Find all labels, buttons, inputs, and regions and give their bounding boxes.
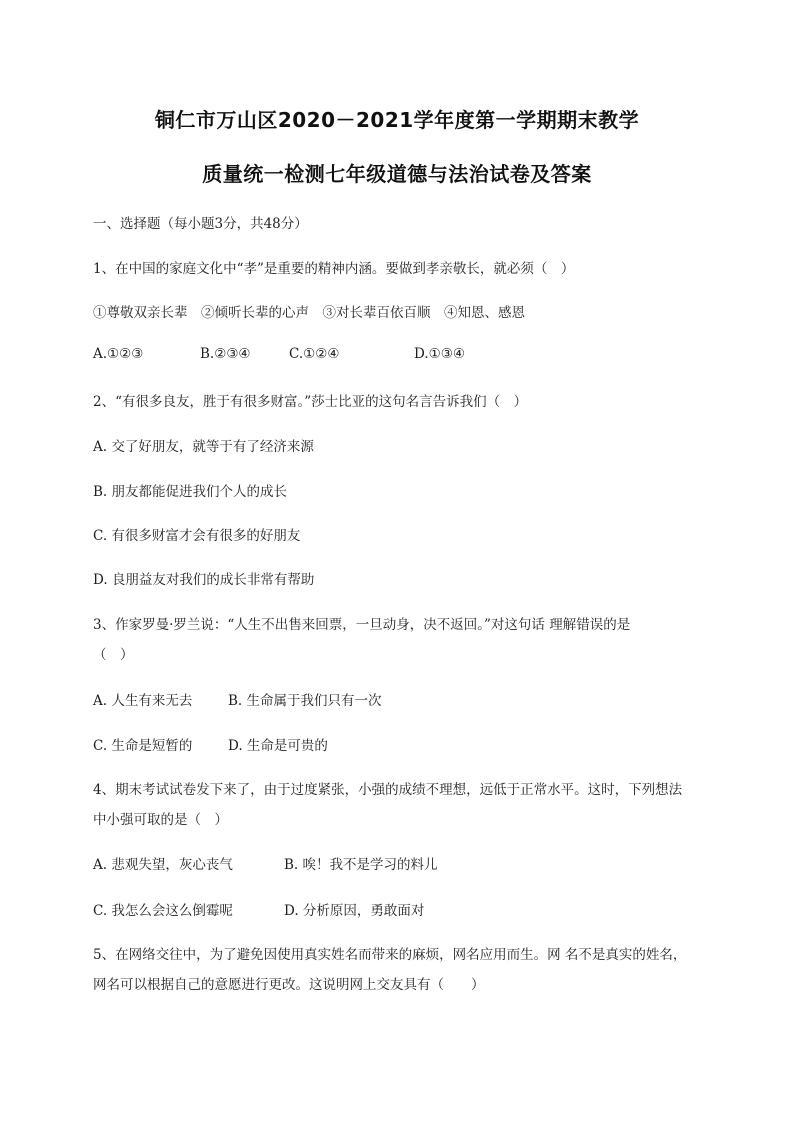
question-2-option-b: B. 朋友都能促进我们个人的成长 [93,484,288,500]
question-3-stem-line-1: 3、作家罗曼·罗兰说：“人生不出售来回票，一旦动身，决不返回。”对这句话 理解错误的是 [93,617,631,633]
question-4-option-b: B. 唉！我不是学习的料儿 [284,857,438,873]
question-5-stem-line-2: 网名可以根据自己的意愿进行更改。这说明网上交友具有（ ） [93,977,485,993]
question-3-option-b: B. 生命属于我们只有一次 [228,693,382,709]
question-2-option-d: D. 良朋益友对我们的成长非常有帮助 [93,572,315,588]
question-3-option-a: A. 人生有来无去 [93,693,193,709]
question-2-stem: 2、“有很多良友，胜于有很多财富。”莎士比亚的这句名言告诉我们（ ） [93,394,528,410]
question-1-items: ①尊敬双亲长辈 ②倾听长辈的心声 ③对长辈百依百顺 ④知恩、感恩 [93,305,525,321]
question-1-options [0,346,794,366]
question-4-stem-line-1: 4、期末考试试卷发下来了，由于过度紧张，小强的成绩不理想，远低于正常水平。这时，下列想法 [93,782,683,798]
question-3-options-row-1 [0,689,794,709]
question-1-option-d: D.①③④ [414,346,465,362]
question-4-options-row-2 [0,899,794,919]
question-4-stem-line-2: 中小强可取的是（ ） [93,812,228,828]
document-title-line-2: 质量统一检测七年级道德与法治试卷及答案 [202,162,592,186]
section-heading: 一、选择题（每小题3分，共48分） [93,216,308,232]
question-4-option-c: C. 我怎么会这么倒霉呢 [93,903,233,919]
question-1-stem: 1、在中国的家庭文化中“孝”是重要的精神内涵。要做到孝亲敬长，就必须（ ） [93,261,575,277]
document-title-line-1: 铜仁市万山区2020－2021学年度第一学期期末教学 [154,108,640,132]
question-4-option-d: D. 分析原因，勇敢面对 [284,903,425,919]
question-3-stem-line-2: （ ） [93,647,134,663]
question-3-options-row-2 [0,734,794,754]
question-3-option-c: C. 生命是短暂的 [93,738,193,754]
question-1-option-b: B.②③④ [200,346,251,362]
question-1-option-a: A.①②③ [93,346,144,362]
question-4-options-row-1 [0,853,794,873]
question-1-option-c: C.①②④ [289,346,340,362]
question-4-option-a: A. 悲观失望，灰心丧气 [93,857,233,873]
question-2-option-c: C. 有很多财富才会有很多的好朋友 [93,528,301,544]
question-5-stem-line-1: 5、在网络交往中，为了避免因使用真实姓名而带来的麻烦，网名应用而生。网 名不是真实的姓名， [93,947,687,963]
question-2-option-a: A. 交了好朋友，就等于有了经济来源 [93,439,314,455]
question-3-option-d: D. 生命是可贵的 [228,738,328,754]
